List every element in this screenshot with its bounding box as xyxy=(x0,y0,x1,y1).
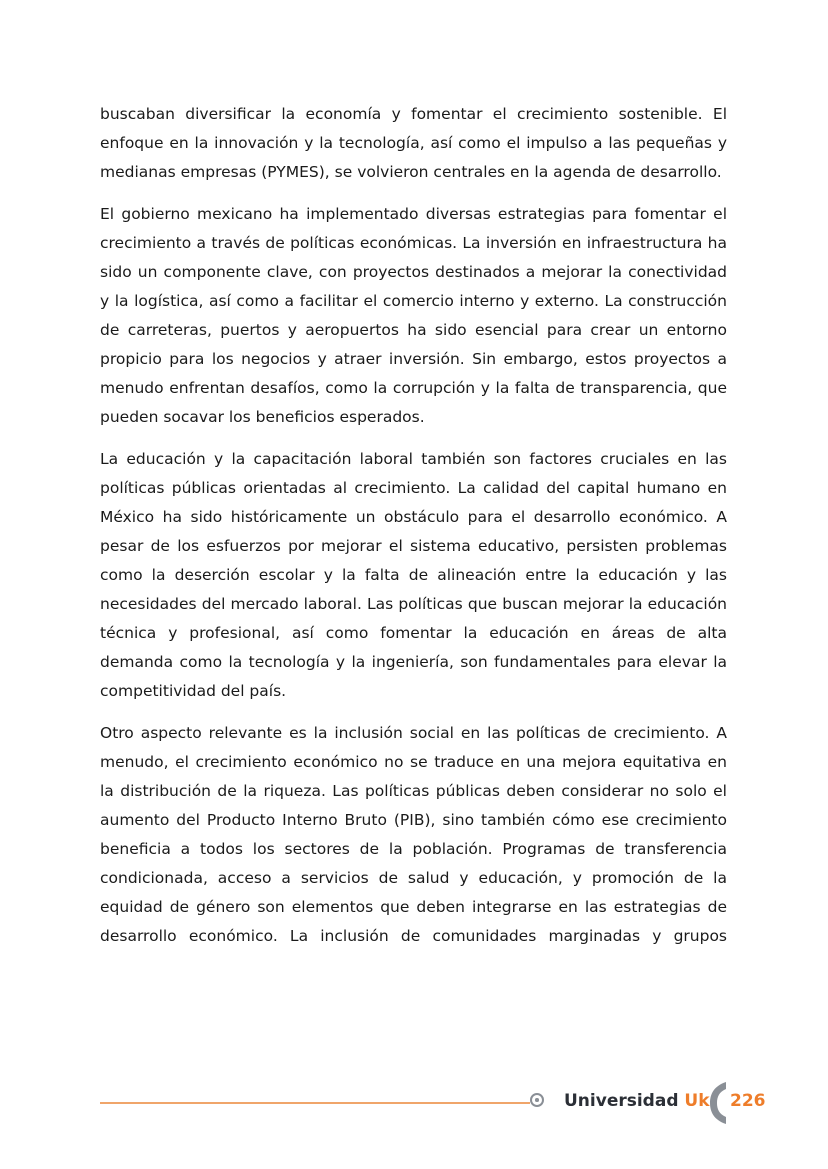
page-footer xyxy=(100,1078,780,1128)
brand-accent: Uk xyxy=(684,1091,710,1111)
footer-brand xyxy=(564,1090,710,1112)
paragraph-2: El gobierno mexicano ha implementado diversas estrategias para fomentar el crecimiento a través de políticas económicas. La inversión en infraestructura ha sido un componente clave, con proyectos destinados a mejorar la conectividad y la logística, así como a facilitar el comercio interno y externo. La construcción de carreteras, puertos y aeropuertos ha sido esencial para crear un entorno propicio para los negocios y atraer inversión. Sin embargo, estos proyectos a menudo enfrentan desafíos, como la corrupción y la falta de transparencia, que pueden socavar los beneficios esperados. xyxy=(100,205,727,426)
paragraph-4: Otro aspecto relevante es la inclusión social en las políticas de crecimiento. A menudo, el crecimiento económico no se traduce en una mejora equitativa en la distribución de la riqueza. Las políticas públicas deben considerar no solo el aumento del Producto Interno Bruto (PIB), sino también cómo ese crecimiento beneficia a todos los sectores de la población. Programas de transferencia condicionada, acceso a servicios de salud y educación, y promoción de la equidad de género son elementos que deben integrarse en las estrategias de desarrollo económico. La inclusión de comunidades marginadas y grupos xyxy=(100,724,727,945)
footer-target-icon xyxy=(530,1093,544,1107)
paragraph-3: La educación y la capacitación laboral también son factores cruciales en las políticas públicas orientadas al crecimiento. La calidad del capital humano en México ha sido históricamente un obstáculo para el desarrollo económico. A pesar de los esfuerzos por mejorar el sistema educativo, persisten problemas como la deserción escolar y la falta de alineación entre la educación y las necesidades del mercado laboral. Las políticas que buscan mejorar la educación técnica y profesional, así como fomentar la educación en áreas de alta demanda como la tecnología y la ingeniería, son fundamentales para elevar la competitividad del país. xyxy=(100,450,727,700)
footer-divider-line xyxy=(100,1102,530,1104)
brand-name: Universidad xyxy=(564,1091,679,1111)
document-body xyxy=(100,100,727,964)
paragraph-1: buscaban diversificar la economía y fomentar el crecimiento sostenible. El enfoque en la innovación y la tecnología, así como el impulso a las pequeñas y medianas empresas (PYMES), se volvieron centrales en la agenda de desarrollo. xyxy=(100,105,727,181)
page-number: 226 xyxy=(730,1091,766,1111)
